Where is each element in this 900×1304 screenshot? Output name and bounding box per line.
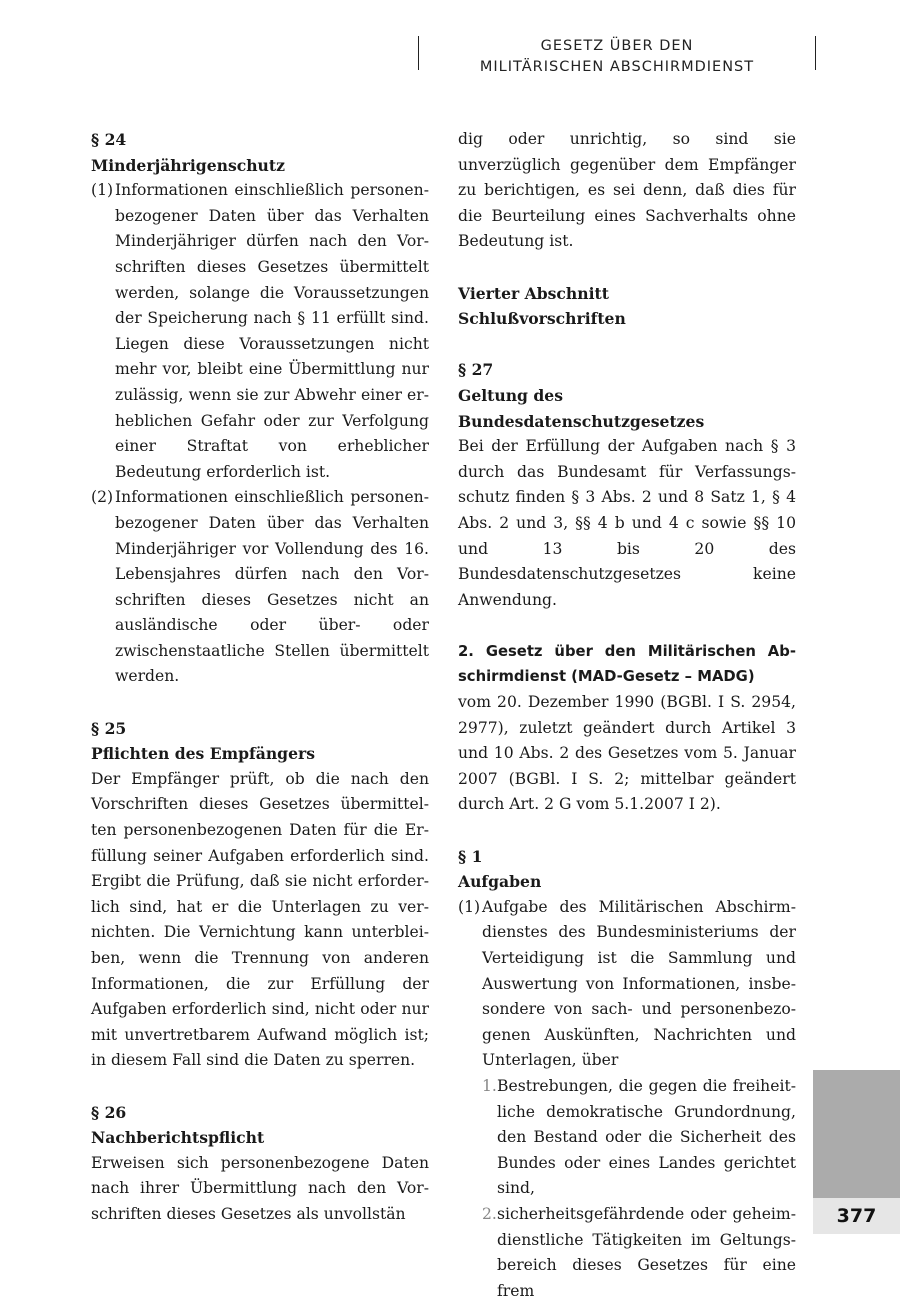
- subitem-text: sicherheitsgefährdende oder geheimdienstliche Tätigkeiten im Geltungsbereich dieses Gesetzes für eine frem: [497, 1204, 796, 1300]
- section-26-text: Erweisen sich personenbezogene Daten nach ihrer Übermittlung nach den Vorschriften dieses Gesetzes als unvollstän: [91, 1153, 429, 1223]
- section-1-title: Aufgaben: [458, 872, 542, 892]
- section-24-title: Minderjährigenschutz: [91, 155, 285, 175]
- section-24-number: § 24: [91, 130, 127, 149]
- running-header: [418, 36, 816, 75]
- right-column: [458, 127, 796, 1304]
- thumb-index-tab: [813, 1070, 900, 1198]
- running-header-line-2: MILITÄRISCHEN ABSCHIRMDIENST: [479, 59, 755, 75]
- running-header-line-1: GESETZ ÜBER DEN: [540, 38, 694, 54]
- section-25-number: § 25: [91, 718, 127, 738]
- section-26-number: § 26: [91, 1102, 127, 1122]
- law-citation: vom 20. Dezember 1990 (BGBl. I S. 2954, 2977), zuletzt geändert durch Artikel 3 und 10 Abs. 2 des Gesetzes vom 5. Januar 2007 (BGBl. I S. 2; mittelbar geändert durch Art. 2 G vom 5.1.2007 I 2).: [458, 693, 796, 814]
- section-24-item-1: [91, 178, 429, 485]
- item-number: (2): [91, 488, 114, 507]
- section-27-title: Geltung des Bundesdatenschutzgesetzes: [458, 385, 705, 431]
- page-number: 377: [813, 1198, 900, 1234]
- section-25-text: Der Empfänger prüft, ob die nach den Vorschriften dieses Gesetzes übermittelten personenbezogenen Daten für die Erfüllung seiner Aufgaben erforderlich sind. Ergibt die Prüfung, daß sie nicht erforderlich sind, hat er die Unterlagen zu vernichten. Die Vernichtung kann unterbleiben, wenn die Trennung von anderen Informationen, die zur Erfüllung der Aufgaben erforderlich sind, nicht oder nur mit unvertretbarem Aufwand möglich ist; in diesem Fall sind die Daten zu sperren.: [91, 769, 429, 1070]
- item-number: (1): [91, 181, 114, 200]
- item-text: Aufgabe des Militärischen Abschirmdienstes des Bundesministeriums der Verteidigung ist die Sammlung und Auswertung von Informationen, insbesondere von sach- und personenbezogenen Auskünften, Nachrichten und Unterlagen, über: [482, 897, 796, 1070]
- subitem-text: Bestrebungen, die gegen die freiheitliche demokratische Grundordnung, den Bestand oder die Sicherheit des Bundes oder eines Landes gerichtet sind,: [497, 1076, 796, 1198]
- subitem-number: 2.: [482, 1204, 497, 1223]
- subitem-number: 1.: [482, 1076, 497, 1095]
- section-1-subitem-2: [458, 1202, 796, 1304]
- item-text: Informationen einschließlich personenbezogener Daten über das Verhalten Minderjähriger dürfen nach den Vorschriften dieses Gesetzes übermittelt werden, solange die Voraussetzungen der Speicherung nach § 11 erfüllt sind. Liegen diese Voraussetzungen nicht mehr vor, bleibt eine Übermittlung nur zulässig, wenn sie zur Abwehr einer erheblichen Gefahr oder zur Verfolgung einer Straftat von erheblicher Bedeutung erforderlich ist.: [115, 181, 429, 481]
- section-25-title: Pflichten des Empfängers: [91, 744, 316, 764]
- section-1-subitem-1: [458, 1074, 796, 1202]
- section-27-text: Bei der Erfüllung der Aufgaben nach § 3 durch das Bundesamt für Verfassungsschutz finden § 3 Abs. 2 und 8 Satz 1, § 4 Abs. 2 und 3, §§ 4 b und 4 c sowie §§ 10 und 13 bis 20 des Bundesdatenschutzgesetzes keine Anwendung.: [458, 437, 796, 609]
- chapter-heading-line-1: Vierter Abschnitt: [458, 283, 609, 303]
- section-1-item-1: [458, 895, 796, 1074]
- section-27-number: § 27: [458, 360, 494, 380]
- item-text: Informationen einschließlich personenbezogener Daten über das Verhalten Minderjähriger vor Vollendung des 16. Lebensjahres dürfen nach den Vorschriften dieses Gesetzes nicht an ausländische oder über- oder zwischenstaatliche Stellen übermittelt werden.: [115, 488, 429, 686]
- item-number: (1): [458, 897, 481, 916]
- law-title: 2. Gesetz über den Militärischen Abschirmdienst (MAD-Gesetz – MADG): [458, 642, 796, 686]
- left-column: [91, 127, 429, 1228]
- section-1-number: § 1: [458, 846, 483, 866]
- section-26-title: Nachberichtspflicht: [91, 1128, 265, 1148]
- section-24-item-2: [91, 485, 429, 690]
- chapter-heading-line-2: Schlußvorschriften: [458, 309, 626, 329]
- section-26-continuation: dig oder unrichtig, so sind sie unverzüglich gegenüber dem Empfänger zu berichtigen, es sei denn, daß dies für die Beurteilung eines Sachverhalts ohne Bedeutung ist.: [458, 130, 796, 251]
